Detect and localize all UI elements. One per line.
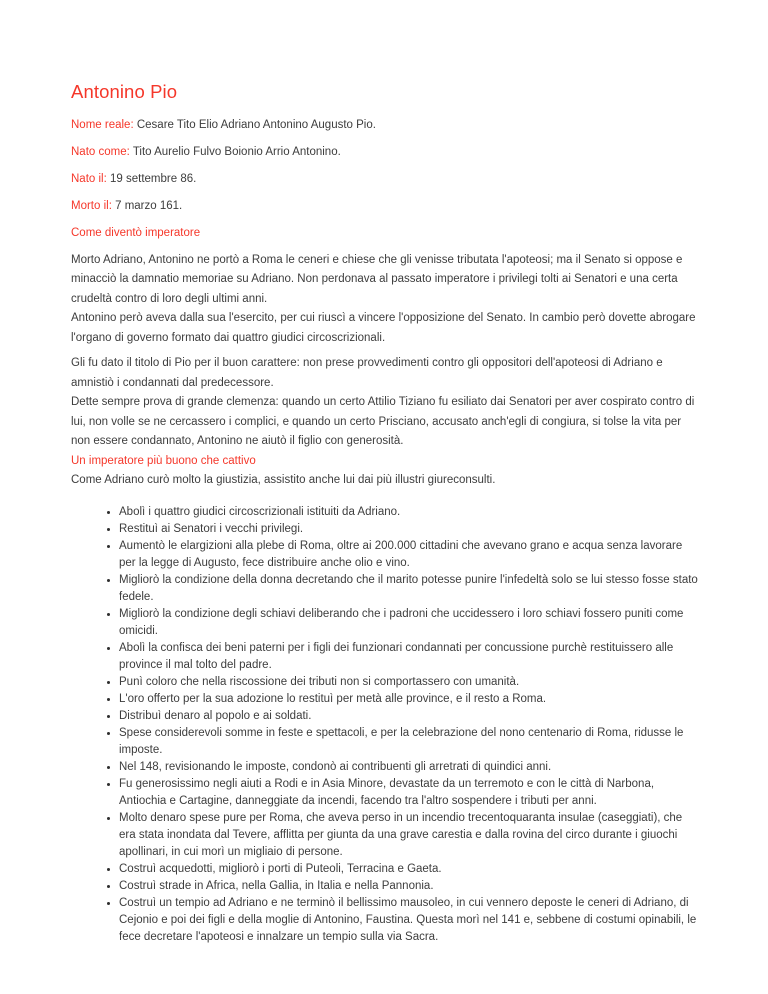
list-item: • Fu generosissimo negli aiuti a Rodi e in Asia Minore, devastate da un terremoto e con le città di Narbona, Antiochia e Cartagine, danneggiate da incendi, facendo tra l'altro sospendere i tributi per anni. xyxy=(119,776,698,810)
document-title: Antonino Pio xyxy=(71,81,178,102)
list-item: • Costruì acquedotti, migliorò i porti di Puteoli, Terracina e Gaeta. xyxy=(119,861,698,878)
list-item: • Migliorò la condizione degli schiavi deliberando che i padroni che uccidessero i loro schiavi fossero puniti come omicidi. xyxy=(119,606,698,640)
list-item: • Costruì un tempio ad Adriano e ne terminò il bellissimo mausoleo, in cui vennero deposte le ceneri di Adriano, di Cejonio e poi dei figli e della moglie di Antonino, Faustina. Questa morì nel 141 e, sebbene di costumi opinabili, le fece decretare l'apoteosi e innalzare un tempio sulla via Sacra. xyxy=(119,895,698,946)
paragraph xyxy=(71,251,698,349)
meta-value: 19 settembre 86. xyxy=(110,173,197,185)
list-item: • Abolì i quattro giudici circoscrizionali istituiti da Adriano. xyxy=(119,504,698,521)
meta-label: Nato come: xyxy=(71,146,130,158)
list-item: • Molto denaro spese pure per Roma, che aveva perso in un incendio trecentoquaranta insulae (caseggiati), che era stata inondata dal Tevere, afflitta per giunta da una grave carestia e dalla rovina del circo durante i giuochi apollinari, in cui morì un migliaio di persone. xyxy=(119,810,698,861)
meta-row xyxy=(71,197,698,217)
list-item: • Restituì ai Senatori i vecchi privilegi. xyxy=(119,521,698,538)
paragraph-text: Morto Adriano, Antonino ne portò a Roma le ceneri e chiese che gli venisse tributata l'apoteosi; ma il Senato si oppose e minacciò la damnatio memoriae su Adriano. Non perdonava al passato imperatore i privilegi tolti ai Senatori e una certa crudeltà contro di loro degli ultimi anni. xyxy=(71,253,683,305)
section-heading-come-divento-imperatore: Come diventò imperatore xyxy=(71,227,201,239)
list-item: • Costruì strade in Africa, nella Gallia, in Italia e nella Pannonia. xyxy=(119,878,698,895)
list-item: • Distribuì denaro al popolo e ai soldati. xyxy=(119,708,698,725)
list-item: • Aumentò le elargizioni alla plebe di Roma, oltre ai 200.000 cittadini che avevano grano e acqua senza lavorare per la legge di Augusto, fece distribuire anche olio e vino. xyxy=(119,538,698,572)
section-heading-imperatore-buono: Un imperatore più buono che cattivo xyxy=(71,454,256,467)
list-item: • Spese considerevoli somme in feste e spettacoli, e per la celebrazione del nono centenario di Roma, ridusse le imposte. xyxy=(119,725,698,759)
paragraph-text: Antonino però aveva dalla sua l'esercito, per cui riuscì a vincere l'opposizione del Senato. In cambio però dovette abrogare l'organo di governo formato dai quattro giudici circoscrizionali. xyxy=(71,312,696,344)
list-item: • L'oro offerto per la sua adozione lo restituì per metà alle province, e il resto a Roma. xyxy=(119,691,698,708)
meta-value: Tito Aurelio Fulvo Boionio Arrio Antonino. xyxy=(132,146,341,158)
bullet-list xyxy=(71,504,698,946)
meta-row xyxy=(71,116,698,136)
list-item: • Nel 148, revisionando le imposte, condonò ai contribuenti gli arretrati di quindici anni. xyxy=(119,759,698,776)
meta-value: 7 marzo 161. xyxy=(115,200,183,212)
list-item: • Punì coloro che nella riscossione dei tributi non si comportassero con umanità. xyxy=(119,674,698,691)
meta-label: Nato il: xyxy=(71,173,107,185)
section-intro: Come Adriano curò molto la giustizia, assistito anche lui dai più illustri giureconsulti. xyxy=(71,474,496,486)
meta-label: Morto il: xyxy=(71,200,112,212)
list-item: • Abolì la confisca dei beni paterni per i figli dei funzionari condannati per concussione purchè restituissero alle province il mal tolto del padre. xyxy=(119,640,698,674)
meta-row xyxy=(71,143,698,163)
paragraph-text: Gli fu dato il titolo di Pio per il buon carattere: non prese provvedimenti contro gli oppositori dell'apoteosi di Adriano e amnistiò i condannati dal predecessore. xyxy=(71,357,663,389)
paragraph xyxy=(71,354,698,452)
list-item: • Migliorò la condizione della donna decretando che il marito potesse punire l'infedeltà solo se lui stesso fosse stato fedele. xyxy=(119,572,698,606)
paragraph-text: Dette sempre prova di grande clemenza: quando un certo Attilio Tiziano fu esiliato dai Senatori per aver cospirato contro di lui, non volle se ne cercassero i complici, e quando un certo Prisciano, accusato anch'egli di congiura, si tolse la vita per non essere condannato, Antonino ne aiutò il figlio con generosità. xyxy=(71,396,695,447)
meta-value: Cesare Tito Elio Adriano Antonino Augusto Pio. xyxy=(136,119,376,131)
meta-label: Nome reale: xyxy=(71,119,134,131)
meta-row xyxy=(71,170,698,190)
